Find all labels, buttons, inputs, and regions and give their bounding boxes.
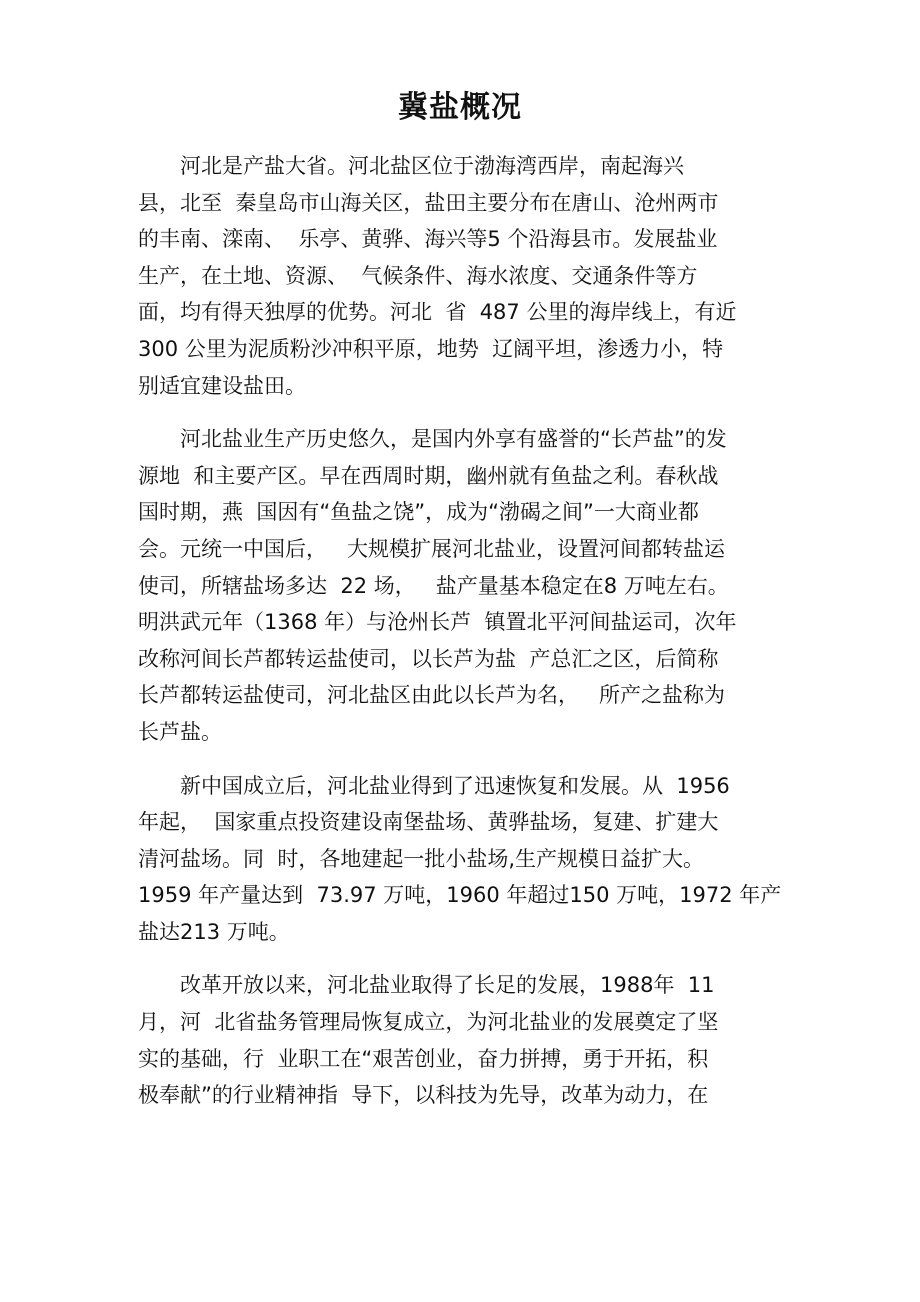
text-line: 盐达213 万吨。 [138, 919, 290, 944]
paragraph-4 [138, 967, 788, 1113]
text-line: 河北是产盐大省。河北盐区位于渤海湾西岸，南起海兴 [180, 154, 684, 178]
text-line: 源地 和主要产区。早在西周时期，幽州就有鱼盐之利。春秋战 [138, 463, 719, 488]
text-line: 实的基础，行 业职工在“艰苦创业，奋力拼搏，勇于开拓，积 [138, 1046, 709, 1071]
text-line: 别适宜建设盐田。 [138, 373, 306, 398]
text-line: 县，北至 秦皇岛市山海关区，盐田主要分布在唐山、沧州两市 [138, 190, 719, 215]
text-line: 长芦盐。 [138, 719, 222, 744]
paragraph-2 [138, 421, 788, 750]
text-line: 国时期，燕 国因有“鱼盐之饶”，成为“渤碣之间”一大商业都 [138, 500, 699, 525]
text-line: 生产，在土地、资源、 气候条件、海水浓度、交通条件等方 [138, 263, 698, 288]
text-line: 300 公里为泥质粉沙冲积平原，地势 辽阔平坦，渗透力小，特 [138, 336, 724, 361]
text-line: 清河盐场。同 时，各地建起一批小盐场,生产规模日益扩大。 [138, 846, 705, 871]
text-line: 年起， 国家重点投资建设南堡盐场、黄骅盐场，复建、扩建大 [138, 810, 719, 835]
text-line: 明洪武元年（1368 年）与沧州长芦 镇置北平河间盐运司，次年 [138, 610, 737, 635]
text-line: 新中国成立后，河北盐业得到了迅速恢复和发展。从 1956 [180, 773, 730, 798]
text-line: 的丰南、滦南、 乐亭、黄骅、海兴等5 个沿海县市。发展盐业 [138, 227, 718, 252]
text-line: 会。元统一中国后， 大规模扩展河北盐业，设置河间都转盐运 [138, 536, 726, 561]
document-body [138, 148, 788, 1131]
text-line: 月，河 北省盐务管理局恢复成立，为河北盐业的发展奠定了坚 [138, 1010, 719, 1035]
text-line: 河北盐业生产历史悠久，是国内外享有盛誉的“长芦盐”的发 [180, 427, 727, 452]
text-line: 改称河间长芦都转运盐使司，以长芦为盐 产总汇之区，后简称 [138, 646, 719, 671]
text-line: 改革开放以来，河北盐业取得了长足的发展，1988年 11 [180, 973, 715, 998]
paragraph-3 [138, 768, 788, 951]
page-title: 冀盐概况 [398, 90, 522, 125]
text-line: 面，均有得天独厚的优势。河北 省 487 公里的海岸线上，有近 [138, 300, 737, 325]
text-line: 长芦都转运盐使司，河北盐区由此以长芦为名， 所产之盐称为 [138, 683, 726, 708]
text-line: 1959 年产量达到 73.97 万吨，1960 年超过150 万吨，1972 年产 [138, 883, 782, 908]
text-line: 极奉献”的行业精神指 导下，以科技为先导，改革为动力，在 [138, 1083, 709, 1108]
text-line: 使司，所辖盐场多达 22 场， 盐产量基本稳定在8 万吨左右。 [138, 573, 729, 598]
paragraph-1 [138, 148, 788, 404]
